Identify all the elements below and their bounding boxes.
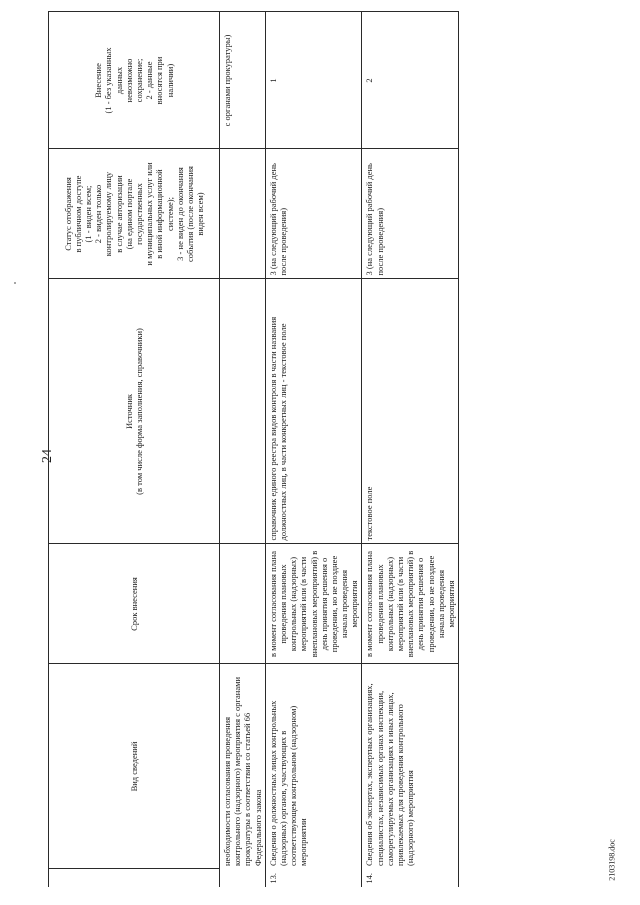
- table-row: [265, 12, 362, 887]
- scan-speck: [14, 282, 16, 284]
- header-kind: Вид сведений: [49, 664, 220, 869]
- row-source: [220, 279, 266, 544]
- row-kind: необходимости согласования проведения контрольного (надзорного) мероприятия с органами прокуратуры в соответствии со статьей 66 Федерального закона: [220, 664, 266, 869]
- row-entry: 2: [362, 12, 459, 149]
- header-status: Статус отображения в публичном доступе (1 - виден всем; 2 - виден только контролируемому лицу в случае авторизации (на едином портале государственных и муниципальных услуг или в иной информационной системе); 3 - не виден до окончания события (после окончания виден всем): [49, 149, 220, 279]
- row-kind: Сведения о должностных лицах контрольных (надзорных) органов, участвующих в соответствующем контрольном (надзорном) мероприятии: [265, 664, 362, 869]
- row-status: [220, 149, 266, 279]
- row-deadline: в момент согласования плана проведения плановых контрольных (надзорных) мероприятий или (в части внеплановых мероприятий) в день принятия решения о проведении, но не позднее начала проведения мероприятия: [362, 544, 459, 664]
- row-deadline: в момент согласования плана проведения плановых контрольных (надзорных) мероприятий или (в части внеплановых мероприятий) в день принятия решения о проведении, но не позднее начала проведения мероприятия: [265, 544, 362, 664]
- header-source: Источник (в том числе форма заполнения, справочники): [49, 279, 220, 544]
- row-status: 3 (на следующий рабочий день после проведения): [362, 149, 459, 279]
- row-source: текстовое поле: [362, 279, 459, 544]
- requirements-table: [48, 12, 459, 888]
- table-row: [362, 12, 459, 887]
- row-entry: с органами прокуратуры): [220, 12, 266, 149]
- table-header-row: [49, 12, 220, 887]
- row-deadline: [220, 544, 266, 664]
- table-row: [220, 12, 266, 887]
- row-number: 14.: [362, 869, 459, 887]
- header-deadline: Срок внесения: [49, 544, 220, 664]
- row-source: справочник единого реестра видов контроля в части названия должностных лиц, в части конкретных лиц - текстовое поле: [265, 279, 362, 544]
- row-number: [220, 869, 266, 887]
- file-name: 2103198.doc: [607, 839, 617, 881]
- rotated-table-container: [48, 12, 640, 887]
- page-number: 24: [40, 449, 55, 463]
- header-number-cell: [49, 869, 220, 887]
- row-entry: 1: [265, 12, 362, 149]
- row-number: 13.: [265, 869, 362, 887]
- header-entry: Внесение (1 - без указанных данных невозможно сохранение; 2 - данные вносятся при наличии): [49, 12, 220, 149]
- row-kind: Сведения об экспертах, экспертных организациях, специалистах, независимых органах инспекции, саморегулируемых организациях и иных лицах, привлекаемых для проведения контрольного (надзорного) мероприятия: [362, 664, 459, 869]
- row-status: 3 (на следующий рабочий день после проведения): [265, 149, 362, 279]
